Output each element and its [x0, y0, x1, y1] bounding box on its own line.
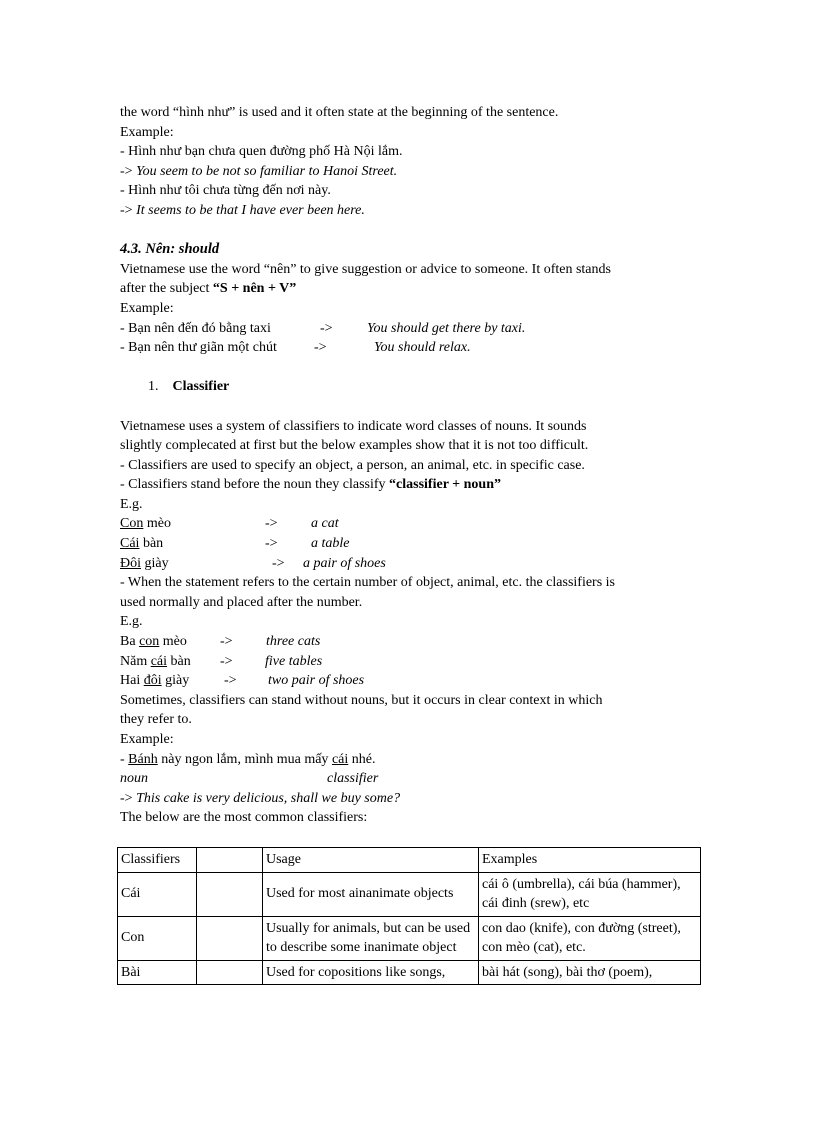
example-row — [120, 652, 700, 672]
example-en — [120, 201, 700, 221]
paragraph: they refer to. — [120, 712, 192, 728]
table-cell: bài hát (song), bài thơ (poem), — [479, 960, 701, 985]
arrow: -> — [272, 555, 285, 571]
arrow: -> — [220, 634, 233, 650]
arrow: -> — [320, 320, 333, 336]
number-word: Ba — [120, 634, 140, 650]
example-label: Example: — [120, 124, 174, 140]
classifier-word: cái — [150, 653, 168, 669]
paragraph: Vietnamese use the word “nên” to give suggestion or advice to someone. It often stands — [120, 261, 611, 277]
noun-word: bàn — [139, 536, 164, 552]
arrow: -> — [120, 163, 133, 179]
table-header-cell: Usage — [263, 848, 479, 873]
paragraph: - Classifiers are used to specify an object, a person, an animal, etc. in specific case. — [120, 457, 585, 473]
example-vi: - Bạn nên thư giãn một chút — [120, 340, 277, 356]
number-word: Hai — [120, 673, 144, 689]
translation: a table — [311, 536, 350, 552]
paragraph — [120, 279, 700, 299]
classifier-word: Cái — [120, 536, 140, 552]
section-heading-classifier — [120, 377, 700, 397]
paragraph: The below are the most common classifiers: — [120, 810, 368, 826]
example-vi: - Hình như bạn chưa quen đường phố Hà Nội lắm. — [120, 144, 403, 160]
example-label: Example: — [120, 300, 174, 316]
noun-word: giày — [141, 555, 169, 571]
noun-label: noun — [120, 771, 148, 787]
example-en — [120, 162, 700, 182]
example-row — [120, 514, 700, 534]
translation: You should relax. — [374, 340, 471, 356]
example-row — [120, 338, 700, 358]
translation: five tables — [265, 653, 323, 669]
paragraph — [120, 475, 700, 495]
translation: It seems to be that I have ever been here. — [136, 202, 365, 218]
table-header-cell: Classifiers — [118, 848, 197, 873]
grammar-labels — [120, 769, 700, 789]
arrow: -> — [220, 653, 233, 669]
example-vi: - Hình như tôi chưa từng đến nơi này. — [120, 183, 331, 199]
noun-word: bàn — [167, 653, 191, 669]
paragraph: Sometimes, classifiers can stand without nouns, but it occurs in clear context in which — [120, 692, 603, 708]
example-row — [120, 632, 700, 652]
intro-line: the word “hình như” is used and it often state at the beginning of the sentence. — [120, 105, 559, 120]
table-row — [118, 916, 701, 960]
arrow: -> — [265, 516, 278, 532]
classifier-word: con — [139, 634, 160, 650]
arrow: -> — [120, 202, 133, 218]
eg-label: E.g. — [120, 614, 143, 630]
translation: two pair of shoes — [268, 673, 365, 689]
list-number: 1. — [148, 379, 159, 395]
number-word: Năm — [120, 653, 151, 669]
classifier-word: Đôi — [120, 555, 141, 571]
table-row — [118, 872, 701, 916]
table-header-cell — [197, 848, 263, 873]
translation: You seem to be not so familiar to Hanoi Street. — [136, 163, 398, 179]
translation: This cake is very delicious, shall we buy some? — [136, 790, 401, 806]
text: này ngon lắm, mình mua mấy — [157, 751, 332, 767]
translation: You should get there by taxi. — [367, 320, 526, 336]
table-cell: Bài — [118, 960, 197, 985]
example-row — [120, 671, 700, 691]
example-vi — [120, 750, 700, 770]
classifier-word: đôi — [143, 673, 162, 689]
table-cell: Used for copositions like songs, — [263, 960, 479, 985]
arrow: -> — [314, 340, 327, 356]
example-vi: - Bạn nên đến đó bằng taxi — [120, 320, 271, 336]
table-cell: Cái — [118, 872, 197, 916]
eg-label: E.g. — [120, 496, 143, 512]
example-row — [120, 554, 700, 574]
paragraph-text: - Classifiers stand before the noun they classify — [120, 477, 390, 493]
noun-word: mèo — [143, 516, 171, 532]
arrow: -> — [120, 790, 133, 806]
formula: “classifier + noun” — [389, 477, 501, 493]
table-cell — [197, 916, 263, 960]
example-en — [120, 789, 700, 809]
text: - — [120, 751, 129, 767]
translation: three cats — [266, 634, 321, 650]
noun-word: Bánh — [128, 751, 158, 767]
document-page — [120, 103, 700, 828]
paragraph: slightly complecated at first but the below examples show that it is not too difficult. — [120, 438, 589, 454]
table-row — [118, 960, 701, 985]
noun-word: mèo — [159, 634, 187, 650]
classifier-table — [117, 847, 701, 985]
section-heading-nen: 4.3. Nên: should — [120, 241, 220, 258]
translation: a pair of shoes — [303, 555, 386, 571]
arrow: -> — [265, 536, 278, 552]
noun-word: giày — [161, 673, 190, 689]
table-header-cell: Examples — [479, 848, 701, 873]
example-row — [120, 534, 700, 554]
paragraph: used normally and placed after the number. — [120, 594, 363, 610]
table-cell: cái ô (umbrella), cái búa (hammer), cái đinh (srew), etc — [479, 872, 701, 916]
table-cell: Used for most ainanimate objects — [263, 872, 479, 916]
paragraph: - When the statement refers to the certain number of object, animal, etc. the classifiers is — [120, 575, 615, 591]
table-cell: con dao (knife), con đường (street), con mèo (cat), etc. — [479, 916, 701, 960]
text: nhé. — [348, 751, 376, 767]
heading-text: Classifier — [172, 379, 230, 395]
formula: “S + nên + V” — [212, 281, 297, 297]
classifier-word: cái — [331, 751, 349, 767]
translation: a cat — [311, 516, 339, 532]
paragraph: Vietnamese uses a system of classifiers to indicate word classes of nouns. It sounds — [120, 418, 587, 434]
table-cell — [197, 960, 263, 985]
table-cell: Con — [118, 916, 197, 960]
table-cell: Usually for animals, but can be used to describe some inanimate object — [263, 916, 479, 960]
example-row — [120, 319, 700, 339]
arrow: -> — [224, 673, 237, 689]
paragraph-text: after the subject — [120, 281, 213, 297]
classifier-word: Con — [120, 516, 144, 532]
table-header-row — [118, 848, 701, 873]
classifier-label: classifier — [327, 771, 379, 787]
table-cell — [197, 872, 263, 916]
example-label: Example: — [120, 732, 174, 747]
